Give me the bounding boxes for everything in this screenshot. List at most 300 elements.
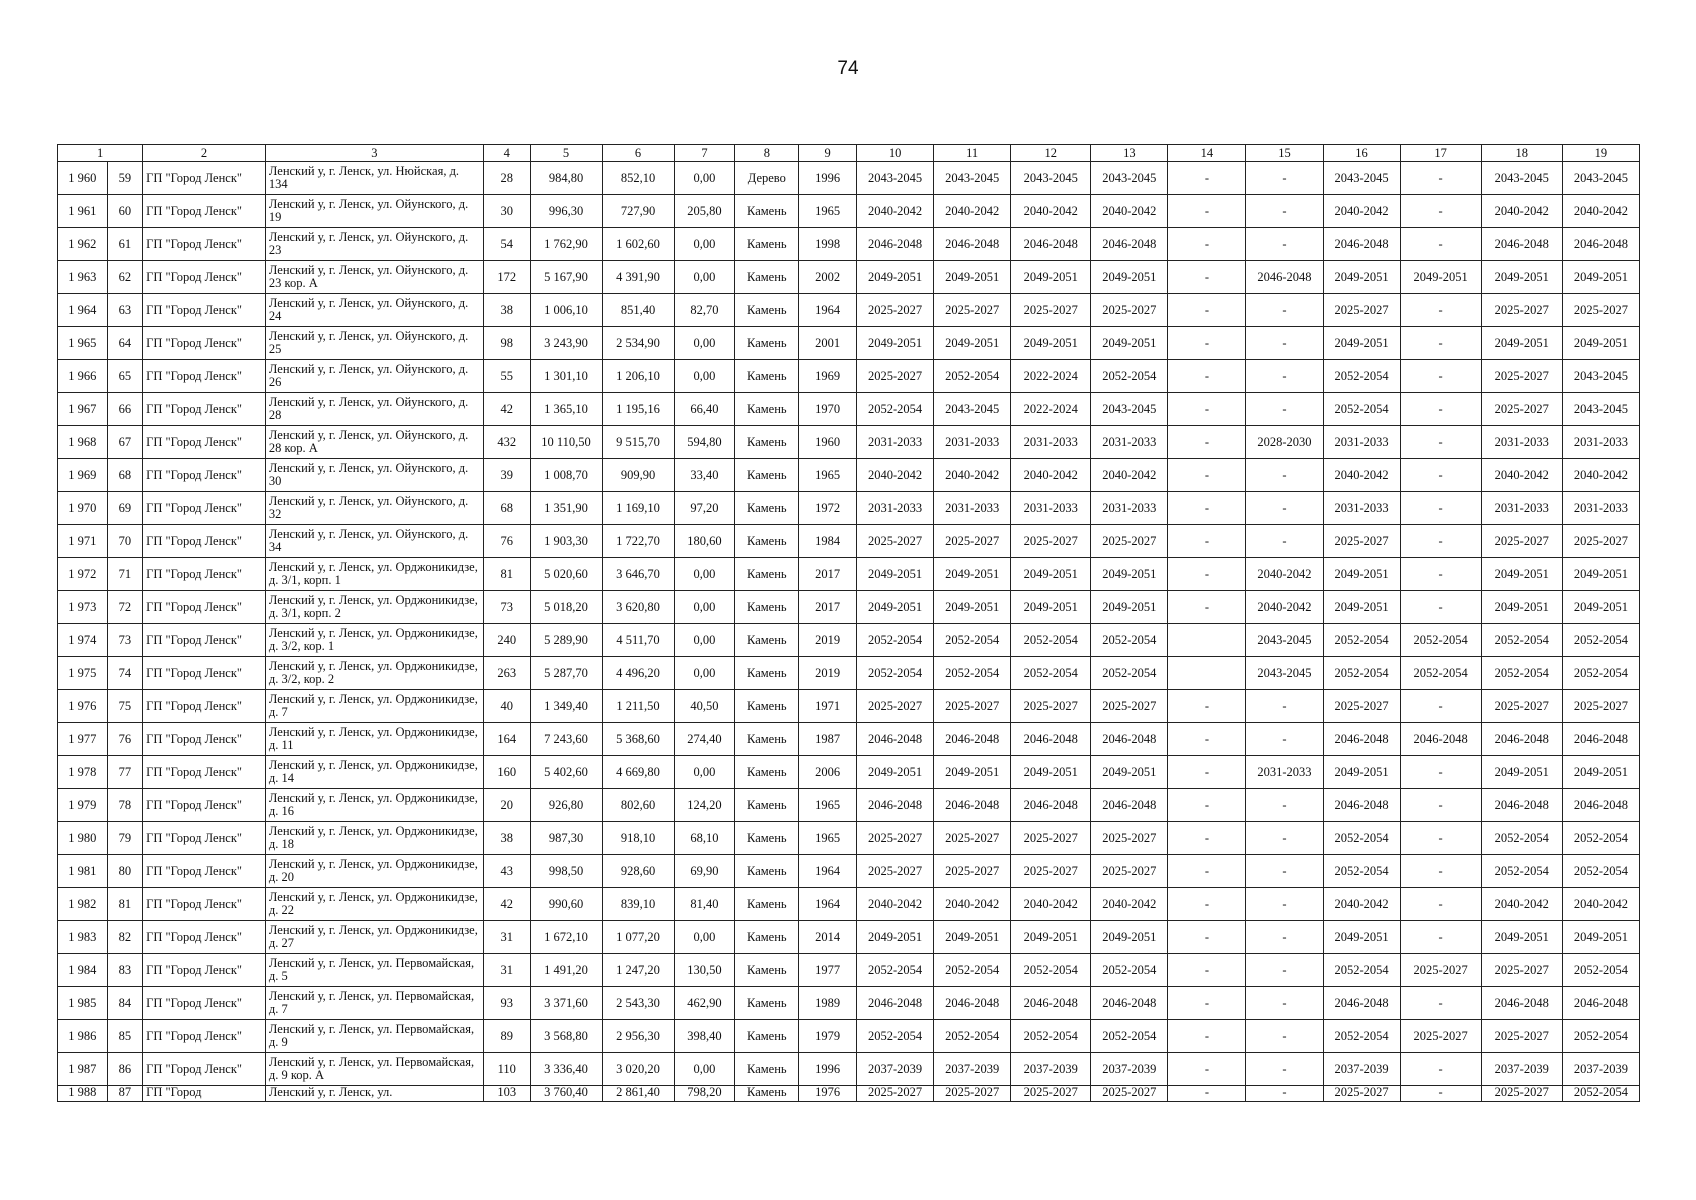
period-cell-16: 2052-2054 — [1323, 393, 1400, 426]
period-cell-18: 2031-2033 — [1481, 492, 1562, 525]
period-cell-14: - — [1168, 1086, 1246, 1102]
row-local-number: 71 — [107, 558, 142, 591]
period-cell-11: 2052-2054 — [934, 954, 1011, 987]
period-cell-19: 2025-2027 — [1562, 690, 1639, 723]
residential-area-cell: 1 195,16 — [602, 393, 674, 426]
period-cell-15: - — [1246, 195, 1323, 228]
settlement-cell: ГП "Город — [143, 1086, 266, 1102]
total-area-cell: 1 762,90 — [530, 228, 602, 261]
build-year-cell: 1964 — [799, 855, 857, 888]
address-cell: Ленский у, г. Ленск, ул. Орджоникидзе, д. 3/2, кор. 2 — [265, 657, 483, 690]
row-local-number: 80 — [107, 855, 142, 888]
row-global-number: 1 973 — [58, 591, 108, 624]
address-cell: Ленский у, г. Ленск, ул. Ойунского, д. 28 — [265, 393, 483, 426]
period-cell-10: 2025-2027 — [857, 525, 934, 558]
housing-register-table — [57, 144, 1640, 1102]
residential-area-cell: 4 391,90 — [602, 261, 674, 294]
settlement-cell: ГП "Город Ленск" — [143, 855, 266, 888]
period-cell-13: 2031-2033 — [1091, 426, 1168, 459]
period-cell-19: 2052-2054 — [1562, 822, 1639, 855]
address-cell: Ленский у, г. Ленск, ул. Орджоникидзе, д. 18 — [265, 822, 483, 855]
residential-area-cell: 1 206,10 — [602, 360, 674, 393]
period-cell-12: 2040-2042 — [1011, 459, 1091, 492]
period-cell-16: 2025-2027 — [1323, 525, 1400, 558]
period-cell-12: 2040-2042 — [1011, 195, 1091, 228]
total-area-cell: 3 760,40 — [530, 1086, 602, 1102]
build-year-cell: 2002 — [799, 261, 857, 294]
table-row — [58, 1086, 1640, 1102]
build-year-cell: 1964 — [799, 294, 857, 327]
residents-cell: 20 — [483, 789, 530, 822]
build-year-cell: 1965 — [799, 195, 857, 228]
period-cell-10: 2046-2048 — [857, 987, 934, 1020]
period-cell-19: 2031-2033 — [1562, 492, 1639, 525]
period-cell-14: - — [1168, 789, 1246, 822]
period-cell-17: - — [1400, 228, 1481, 261]
row-local-number: 77 — [107, 756, 142, 789]
residents-cell: 172 — [483, 261, 530, 294]
build-year-cell: 1965 — [799, 789, 857, 822]
build-year-cell: 1965 — [799, 822, 857, 855]
period-cell-19: 2043-2045 — [1562, 162, 1639, 195]
period-cell-15: - — [1246, 888, 1323, 921]
period-cell-15: - — [1246, 162, 1323, 195]
period-cell-13: 2037-2039 — [1091, 1053, 1168, 1086]
period-cell-18: 2049-2051 — [1481, 756, 1562, 789]
nonresidential-area-cell: 0,00 — [674, 261, 735, 294]
build-year-cell: 2001 — [799, 327, 857, 360]
nonresidential-area-cell: 0,00 — [674, 162, 735, 195]
period-cell-19: 2052-2054 — [1562, 855, 1639, 888]
period-cell-19: 2052-2054 — [1562, 954, 1639, 987]
period-cell-18: 2049-2051 — [1481, 558, 1562, 591]
period-cell-15: 2031-2033 — [1246, 756, 1323, 789]
period-cell-15: 2040-2042 — [1246, 558, 1323, 591]
total-area-cell: 5 402,60 — [530, 756, 602, 789]
period-cell-13: 2040-2042 — [1091, 195, 1168, 228]
period-cell-10: 2037-2039 — [857, 1053, 934, 1086]
period-cell-14: - — [1168, 954, 1246, 987]
period-cell-12: 2049-2051 — [1011, 558, 1091, 591]
row-local-number: 84 — [107, 987, 142, 1020]
residential-area-cell: 727,90 — [602, 195, 674, 228]
period-cell-11: 2040-2042 — [934, 888, 1011, 921]
period-cell-13: 2052-2054 — [1091, 657, 1168, 690]
period-cell-12: 2052-2054 — [1011, 657, 1091, 690]
row-local-number: 87 — [107, 1086, 142, 1102]
period-cell-10: 2025-2027 — [857, 360, 934, 393]
period-cell-18: 2046-2048 — [1481, 987, 1562, 1020]
nonresidential-area-cell: 82,70 — [674, 294, 735, 327]
wall-material-cell: Камень — [735, 987, 799, 1020]
period-cell-12: 2049-2051 — [1011, 921, 1091, 954]
period-cell-17: - — [1400, 888, 1481, 921]
nonresidential-area-cell: 462,90 — [674, 987, 735, 1020]
period-cell-16: 2049-2051 — [1323, 261, 1400, 294]
row-local-number: 60 — [107, 195, 142, 228]
period-cell-18: 2043-2045 — [1481, 162, 1562, 195]
period-cell-15: - — [1246, 327, 1323, 360]
period-cell-13: 2025-2027 — [1091, 690, 1168, 723]
period-cell-12: 2052-2054 — [1011, 1020, 1091, 1053]
settlement-cell: ГП "Город Ленск" — [143, 1020, 266, 1053]
nonresidential-area-cell: 0,00 — [674, 756, 735, 789]
period-cell-16: 2025-2027 — [1323, 1086, 1400, 1102]
table-row — [58, 426, 1640, 459]
period-cell-11: 2049-2051 — [934, 921, 1011, 954]
period-cell-13: 2043-2045 — [1091, 162, 1168, 195]
row-global-number: 1 965 — [58, 327, 108, 360]
address-cell: Ленский у, г. Ленск, ул. Ойунского, д. 32 — [265, 492, 483, 525]
header-cell: 6 — [602, 145, 674, 162]
residential-area-cell: 2 543,30 — [602, 987, 674, 1020]
row-global-number: 1 971 — [58, 525, 108, 558]
period-cell-10: 2046-2048 — [857, 789, 934, 822]
build-year-cell: 1979 — [799, 1020, 857, 1053]
period-cell-14 — [1168, 657, 1246, 690]
residents-cell: 30 — [483, 195, 530, 228]
period-cell-13: 2040-2042 — [1091, 888, 1168, 921]
period-cell-14: - — [1168, 426, 1246, 459]
period-cell-12: 2049-2051 — [1011, 261, 1091, 294]
period-cell-19: 2031-2033 — [1562, 426, 1639, 459]
header-cell: 16 — [1323, 145, 1400, 162]
row-global-number: 1 987 — [58, 1053, 108, 1086]
address-cell: Ленский у, г. Ленск, ул. Орджоникидзе, д. 27 — [265, 921, 483, 954]
residents-cell: 263 — [483, 657, 530, 690]
period-cell-13: 2049-2051 — [1091, 261, 1168, 294]
row-global-number: 1 982 — [58, 888, 108, 921]
table-row — [58, 558, 1640, 591]
table-row — [58, 954, 1640, 987]
row-local-number: 72 — [107, 591, 142, 624]
period-cell-10: 2031-2033 — [857, 492, 934, 525]
residential-area-cell: 839,10 — [602, 888, 674, 921]
row-global-number: 1 986 — [58, 1020, 108, 1053]
table-row — [58, 294, 1640, 327]
period-cell-14: - — [1168, 822, 1246, 855]
row-global-number: 1 969 — [58, 459, 108, 492]
period-cell-16: 2025-2027 — [1323, 294, 1400, 327]
wall-material-cell: Камень — [735, 690, 799, 723]
wall-material-cell: Камень — [735, 426, 799, 459]
nonresidential-area-cell: 0,00 — [674, 591, 735, 624]
period-cell-16: 2046-2048 — [1323, 723, 1400, 756]
row-global-number: 1 962 — [58, 228, 108, 261]
period-cell-18: 2046-2048 — [1481, 723, 1562, 756]
residential-area-cell: 2 861,40 — [602, 1086, 674, 1102]
period-cell-12: 2031-2033 — [1011, 426, 1091, 459]
period-cell-18: 2031-2033 — [1481, 426, 1562, 459]
period-cell-10: 2040-2042 — [857, 459, 934, 492]
wall-material-cell: Камень — [735, 855, 799, 888]
period-cell-11: 2025-2027 — [934, 294, 1011, 327]
build-year-cell: 1965 — [799, 459, 857, 492]
nonresidential-area-cell: 0,00 — [674, 327, 735, 360]
settlement-cell: ГП "Город Ленск" — [143, 690, 266, 723]
period-cell-15: - — [1246, 954, 1323, 987]
settlement-cell: ГП "Город Ленск" — [143, 591, 266, 624]
residents-cell: 31 — [483, 921, 530, 954]
period-cell-19: 2046-2048 — [1562, 987, 1639, 1020]
period-cell-17: - — [1400, 591, 1481, 624]
period-cell-17: - — [1400, 822, 1481, 855]
wall-material-cell: Камень — [735, 360, 799, 393]
period-cell-16: 2040-2042 — [1323, 195, 1400, 228]
total-area-cell: 1 365,10 — [530, 393, 602, 426]
address-cell: Ленский у, г. Ленск, ул. Ойунского, д. 19 — [265, 195, 483, 228]
period-cell-12: 2046-2048 — [1011, 723, 1091, 756]
row-local-number: 66 — [107, 393, 142, 426]
period-cell-10: 2052-2054 — [857, 393, 934, 426]
period-cell-13: 2025-2027 — [1091, 822, 1168, 855]
period-cell-13: 2046-2048 — [1091, 987, 1168, 1020]
residential-area-cell: 909,90 — [602, 459, 674, 492]
settlement-cell: ГП "Город Ленск" — [143, 756, 266, 789]
period-cell-15: 2043-2045 — [1246, 657, 1323, 690]
period-cell-12: 2031-2033 — [1011, 492, 1091, 525]
nonresidential-area-cell: 33,40 — [674, 459, 735, 492]
period-cell-19: 2040-2042 — [1562, 459, 1639, 492]
period-cell-11: 2049-2051 — [934, 261, 1011, 294]
period-cell-19: 2025-2027 — [1562, 294, 1639, 327]
period-cell-14: - — [1168, 1053, 1246, 1086]
period-cell-10: 2025-2027 — [857, 822, 934, 855]
period-cell-19: 2040-2042 — [1562, 888, 1639, 921]
settlement-cell: ГП "Город Ленск" — [143, 360, 266, 393]
period-cell-18: 2040-2042 — [1481, 888, 1562, 921]
residents-cell: 42 — [483, 393, 530, 426]
period-cell-14: - — [1168, 228, 1246, 261]
period-cell-13: 2049-2051 — [1091, 558, 1168, 591]
build-year-cell: 2017 — [799, 558, 857, 591]
period-cell-16: 2025-2027 — [1323, 690, 1400, 723]
table-row — [58, 822, 1640, 855]
period-cell-17: 2049-2051 — [1400, 261, 1481, 294]
settlement-cell: ГП "Город Ленск" — [143, 987, 266, 1020]
nonresidential-area-cell: 205,80 — [674, 195, 735, 228]
row-global-number: 1 968 — [58, 426, 108, 459]
row-global-number: 1 979 — [58, 789, 108, 822]
residents-cell: 55 — [483, 360, 530, 393]
period-cell-18: 2052-2054 — [1481, 624, 1562, 657]
period-cell-18: 2049-2051 — [1481, 327, 1562, 360]
row-local-number: 85 — [107, 1020, 142, 1053]
build-year-cell: 1984 — [799, 525, 857, 558]
address-cell: Ленский у, г. Ленск, ул. Ойунского, д. 24 — [265, 294, 483, 327]
total-area-cell: 1 351,90 — [530, 492, 602, 525]
period-cell-11: 2040-2042 — [934, 195, 1011, 228]
row-global-number: 1 988 — [58, 1086, 108, 1102]
address-cell: Ленский у, г. Ленск, ул. Орджоникидзе, д. 16 — [265, 789, 483, 822]
residents-cell: 28 — [483, 162, 530, 195]
total-area-cell: 926,80 — [530, 789, 602, 822]
table-row — [58, 756, 1640, 789]
period-cell-16: 2037-2039 — [1323, 1053, 1400, 1086]
period-cell-10: 2025-2027 — [857, 855, 934, 888]
period-cell-15: - — [1246, 1020, 1323, 1053]
address-cell: Ленский у, г. Ленск, ул. Ойунского, д. 25 — [265, 327, 483, 360]
period-cell-19: 2052-2054 — [1562, 657, 1639, 690]
total-area-cell: 996,30 — [530, 195, 602, 228]
nonresidential-area-cell: 124,20 — [674, 789, 735, 822]
period-cell-15: - — [1246, 690, 1323, 723]
build-year-cell: 1969 — [799, 360, 857, 393]
period-cell-11: 2025-2027 — [934, 525, 1011, 558]
build-year-cell: 1976 — [799, 1086, 857, 1102]
build-year-cell: 2017 — [799, 591, 857, 624]
row-local-number: 65 — [107, 360, 142, 393]
period-cell-12: 2022-2024 — [1011, 393, 1091, 426]
period-cell-16: 2040-2042 — [1323, 459, 1400, 492]
period-cell-11: 2046-2048 — [934, 789, 1011, 822]
address-cell: Ленский у, г. Ленск, ул. Ойунского, д. 26 — [265, 360, 483, 393]
wall-material-cell: Камень — [735, 723, 799, 756]
header-cell: 7 — [674, 145, 735, 162]
nonresidential-area-cell: 130,50 — [674, 954, 735, 987]
settlement-cell: ГП "Город Ленск" — [143, 162, 266, 195]
period-cell-13: 2031-2033 — [1091, 492, 1168, 525]
residents-cell: 40 — [483, 690, 530, 723]
period-cell-11: 2043-2045 — [934, 393, 1011, 426]
period-cell-19: 2043-2045 — [1562, 360, 1639, 393]
period-cell-18: 2025-2027 — [1481, 360, 1562, 393]
header-cell: 4 — [483, 145, 530, 162]
residents-cell: 39 — [483, 459, 530, 492]
period-cell-17: - — [1400, 987, 1481, 1020]
address-cell: Ленский у, г. Ленск, ул. Ойунского, д. 23 — [265, 228, 483, 261]
period-cell-17: - — [1400, 195, 1481, 228]
period-cell-14: - — [1168, 327, 1246, 360]
build-year-cell: 2019 — [799, 624, 857, 657]
total-area-cell: 5 287,70 — [530, 657, 602, 690]
settlement-cell: ГП "Город Ленск" — [143, 294, 266, 327]
residential-area-cell: 1 602,60 — [602, 228, 674, 261]
address-cell: Ленский у, г. Ленск, ул. Орджоникидзе, д. 20 — [265, 855, 483, 888]
build-year-cell: 1987 — [799, 723, 857, 756]
address-cell: Ленский у, г. Ленск, ул. Орджоникидзе, д. 3/1, корп. 2 — [265, 591, 483, 624]
period-cell-11: 2049-2051 — [934, 756, 1011, 789]
header-cell: 2 — [143, 145, 266, 162]
row-global-number: 1 961 — [58, 195, 108, 228]
period-cell-19: 2052-2054 — [1562, 624, 1639, 657]
period-cell-13: 2025-2027 — [1091, 1086, 1168, 1102]
wall-material-cell: Камень — [735, 525, 799, 558]
settlement-cell: ГП "Город Ленск" — [143, 789, 266, 822]
residential-area-cell: 4 669,80 — [602, 756, 674, 789]
period-cell-11: 2046-2048 — [934, 228, 1011, 261]
build-year-cell: 1977 — [799, 954, 857, 987]
period-cell-18: 2025-2027 — [1481, 393, 1562, 426]
period-cell-14: - — [1168, 921, 1246, 954]
period-cell-17: - — [1400, 756, 1481, 789]
build-year-cell: 1989 — [799, 987, 857, 1020]
period-cell-12: 2046-2048 — [1011, 987, 1091, 1020]
period-cell-13: 2052-2054 — [1091, 954, 1168, 987]
total-area-cell: 5 289,90 — [530, 624, 602, 657]
period-cell-11: 2049-2051 — [934, 591, 1011, 624]
residential-area-cell: 1 722,70 — [602, 525, 674, 558]
residential-area-cell: 852,10 — [602, 162, 674, 195]
period-cell-13: 2046-2048 — [1091, 723, 1168, 756]
period-cell-17: 2025-2027 — [1400, 1020, 1481, 1053]
residential-area-cell: 918,10 — [602, 822, 674, 855]
period-cell-19: 2049-2051 — [1562, 558, 1639, 591]
period-cell-13: 2043-2045 — [1091, 393, 1168, 426]
period-cell-14: - — [1168, 591, 1246, 624]
header-cell: 19 — [1562, 145, 1639, 162]
period-cell-16: 2031-2033 — [1323, 426, 1400, 459]
period-cell-13: 2046-2048 — [1091, 789, 1168, 822]
period-cell-16: 2046-2048 — [1323, 987, 1400, 1020]
row-global-number: 1 980 — [58, 822, 108, 855]
period-cell-19: 2049-2051 — [1562, 591, 1639, 624]
address-cell: Ленский у, г. Ленск, ул. Ойунского, д. 23 кор. А — [265, 261, 483, 294]
period-cell-15: - — [1246, 492, 1323, 525]
nonresidential-area-cell: 274,40 — [674, 723, 735, 756]
row-local-number: 67 — [107, 426, 142, 459]
row-local-number: 70 — [107, 525, 142, 558]
period-cell-18: 2040-2042 — [1481, 195, 1562, 228]
period-cell-10: 2049-2051 — [857, 327, 934, 360]
period-cell-17: - — [1400, 294, 1481, 327]
period-cell-16: 2049-2051 — [1323, 756, 1400, 789]
table-row — [58, 624, 1640, 657]
period-cell-11: 2043-2045 — [934, 162, 1011, 195]
settlement-cell: ГП "Город Ленск" — [143, 888, 266, 921]
wall-material-cell: Камень — [735, 195, 799, 228]
total-area-cell: 990,60 — [530, 888, 602, 921]
period-cell-18: 2052-2054 — [1481, 822, 1562, 855]
period-cell-16: 2052-2054 — [1323, 624, 1400, 657]
period-cell-10: 2025-2027 — [857, 294, 934, 327]
build-year-cell: 1960 — [799, 426, 857, 459]
period-cell-18: 2049-2051 — [1481, 591, 1562, 624]
period-cell-17: 2052-2054 — [1400, 624, 1481, 657]
period-cell-18: 2049-2051 — [1481, 921, 1562, 954]
period-cell-19: 2043-2045 — [1562, 393, 1639, 426]
residents-cell: 43 — [483, 855, 530, 888]
period-cell-13: 2049-2051 — [1091, 327, 1168, 360]
nonresidential-area-cell: 0,00 — [674, 228, 735, 261]
residential-area-cell: 4 496,20 — [602, 657, 674, 690]
wall-material-cell: Камень — [735, 558, 799, 591]
period-cell-10: 2049-2051 — [857, 921, 934, 954]
period-cell-13: 2046-2048 — [1091, 228, 1168, 261]
period-cell-17: 2052-2054 — [1400, 657, 1481, 690]
settlement-cell: ГП "Город Ленск" — [143, 525, 266, 558]
settlement-cell: ГП "Город Ленск" — [143, 195, 266, 228]
period-cell-18: 2049-2051 — [1481, 261, 1562, 294]
total-area-cell: 3 336,40 — [530, 1053, 602, 1086]
residents-cell: 110 — [483, 1053, 530, 1086]
nonresidential-area-cell: 0,00 — [674, 657, 735, 690]
period-cell-10: 2040-2042 — [857, 888, 934, 921]
wall-material-cell: Камень — [735, 327, 799, 360]
row-local-number: 68 — [107, 459, 142, 492]
period-cell-14: - — [1168, 294, 1246, 327]
header-cell: 9 — [799, 145, 857, 162]
period-cell-16: 2052-2054 — [1323, 855, 1400, 888]
header-cell: 13 — [1091, 145, 1168, 162]
period-cell-16: 2052-2054 — [1323, 657, 1400, 690]
residential-area-cell: 1 169,10 — [602, 492, 674, 525]
settlement-cell: ГП "Город Ленск" — [143, 492, 266, 525]
period-cell-15: - — [1246, 393, 1323, 426]
period-cell-14: - — [1168, 723, 1246, 756]
period-cell-12: 2043-2045 — [1011, 162, 1091, 195]
period-cell-18: 2052-2054 — [1481, 855, 1562, 888]
